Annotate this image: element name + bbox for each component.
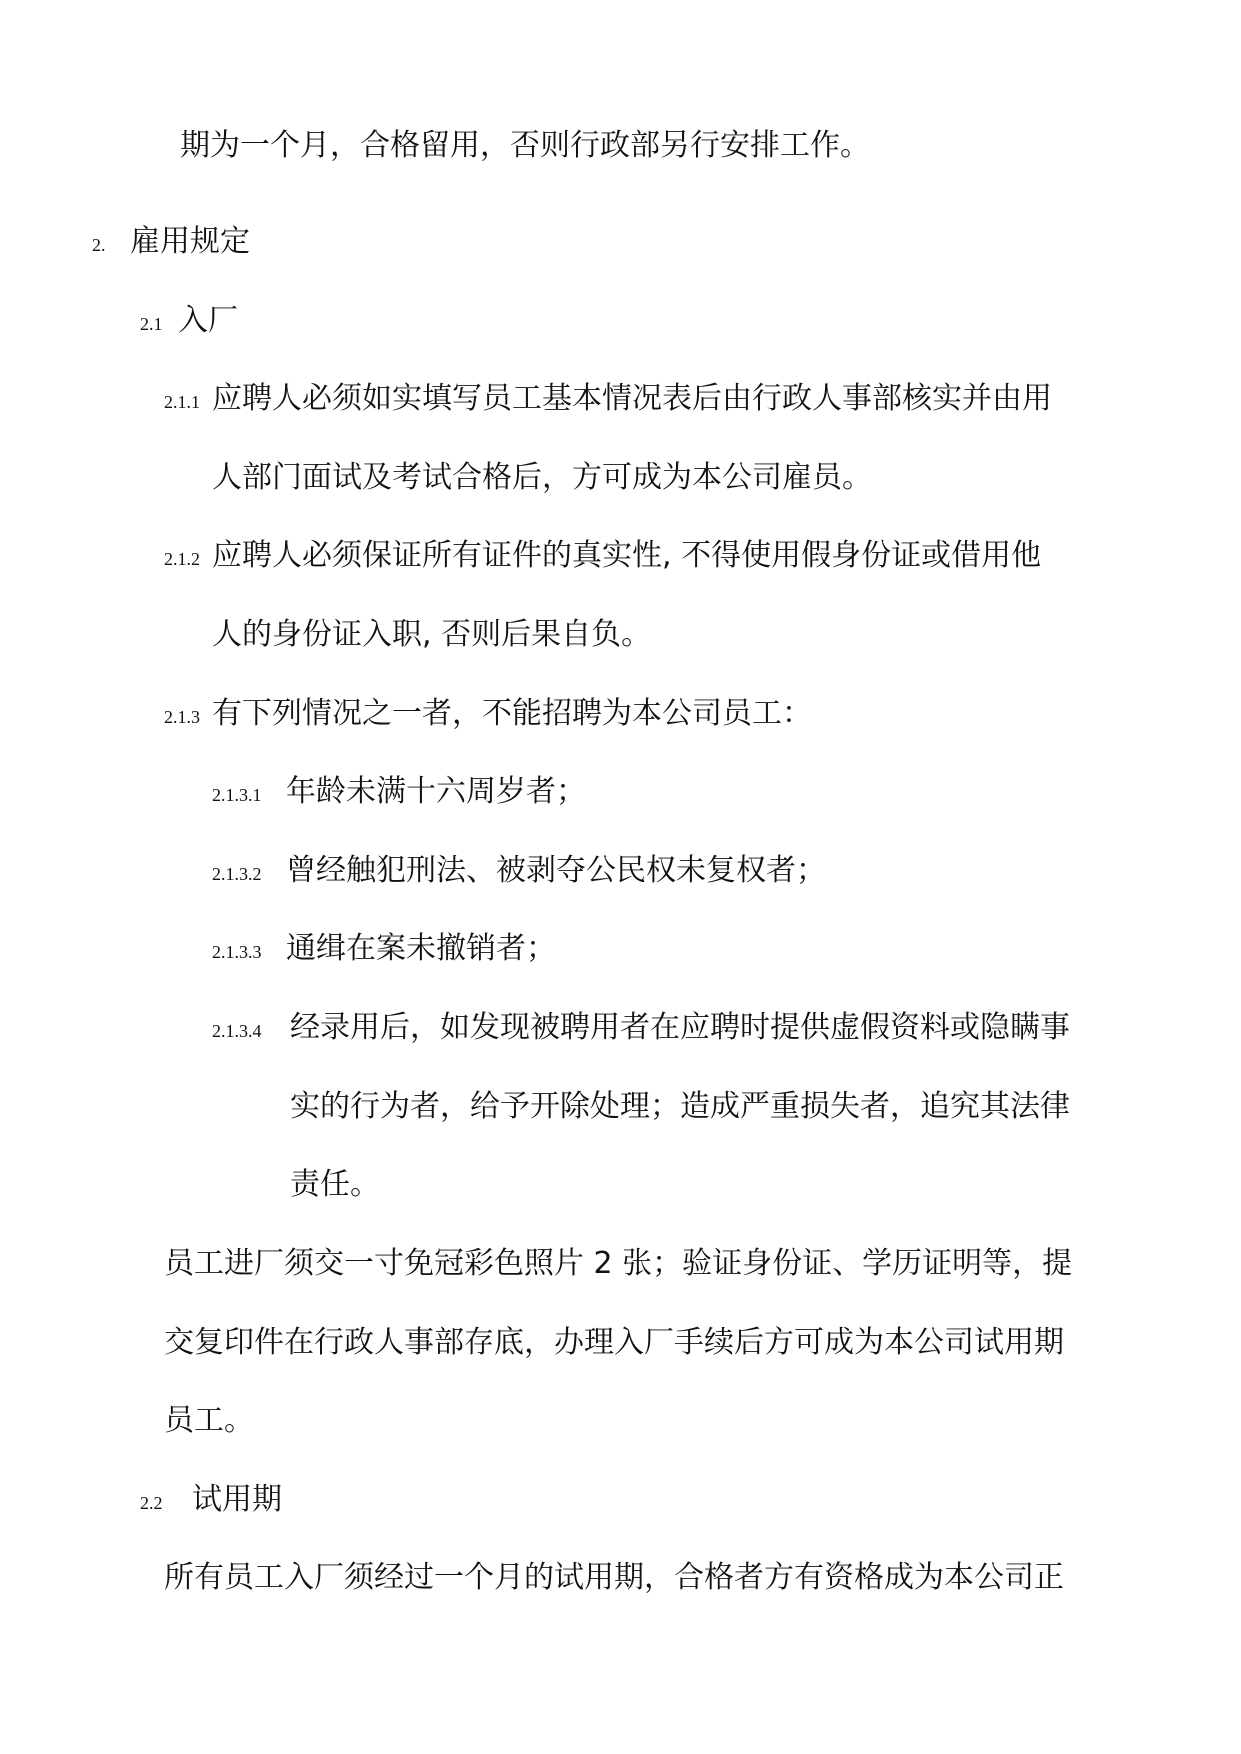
item-2-1-1-text-line1: 应聘人必须如实填写员工基本情况表后由行政人事部核实并由用 (212, 381, 1052, 416)
section-2-2-title: 试用期 (192, 1482, 282, 1517)
photo-paragraph-text-line3: 员工。 (164, 1403, 254, 1438)
item-2-1-3-number: 2.1.3 (164, 707, 200, 727)
photo-paragraph-line1 (164, 1244, 1072, 1284)
probation-paragraph-text-line1: 所有员工入厂须经过一个月的试用期，合格者方有资格成为本公司正 (164, 1560, 1064, 1595)
photo-paragraph-line3 (164, 1401, 254, 1441)
item-2-1-3-2-number: 2.1.3.2 (212, 864, 262, 884)
section-2-1-heading (140, 301, 238, 344)
continuation-line (180, 126, 870, 166)
item-2-1-3-line (164, 694, 812, 737)
photo-paragraph-text-line2: 交复印件在行政人事部存底，办理入厂手续后方可成为本公司试用期 (164, 1325, 1064, 1360)
item-2-1-3-3-number: 2.1.3.3 (212, 942, 262, 962)
item-2-1-3-4-line2 (290, 1087, 1070, 1127)
continuation-text: 期为一个月，合格留用，否则行政部另行安排工作。 (180, 128, 870, 163)
item-2-1-3-4-line1 (212, 1008, 1070, 1051)
item-2-1-3-1-number: 2.1.3.1 (212, 785, 262, 805)
item-2-1-2-line2 (212, 615, 651, 655)
section-2-number: 2. (92, 235, 106, 255)
item-2-1-2-text-line1: 应聘人必须保证所有证件的真实性, 不得使用假身份证或借用他 (212, 538, 1042, 573)
item-2-1-1-text-line2: 人部门面试及考试合格后，方可成为本公司雇员。 (212, 460, 872, 495)
section-2-title: 雇用规定 (130, 224, 250, 259)
photo-paragraph-text-line1: 员工进厂须交一寸免冠彩色照片 2 张；验证身份证、学历证明等，提 (164, 1246, 1073, 1281)
item-2-1-3-text: 有下列情况之一者，不能招聘为本公司员工： (212, 696, 812, 731)
item-2-1-3-1-text: 年龄未满十六周岁者； (286, 774, 586, 809)
item-2-1-2-line1 (164, 536, 1041, 579)
item-2-1-3-3-line (212, 929, 556, 972)
item-2-1-2-number: 2.1.2 (164, 549, 200, 569)
item-2-1-3-4-line3 (290, 1165, 380, 1205)
item-2-1-3-2-text: 曾经触犯刑法、被剥夺公民权未复权者； (286, 853, 826, 888)
item-2-1-2-text-line2: 人的身份证入职, 否则后果自负。 (212, 617, 652, 652)
probation-paragraph-line1 (164, 1558, 1064, 1598)
section-2-2-heading (140, 1480, 282, 1523)
item-2-1-3-4-text-line3: 责任。 (290, 1167, 380, 1202)
section-2-heading (92, 222, 250, 265)
photo-paragraph-line2 (164, 1323, 1064, 1363)
item-2-1-3-4-number: 2.1.3.4 (212, 1021, 262, 1041)
item-2-1-3-4-text-line2: 实的行为者，给予开除处理；造成严重损失者，追究其法律 (290, 1089, 1070, 1124)
item-2-1-1-line2 (212, 458, 872, 498)
item-2-1-1-line1 (164, 379, 1052, 422)
item-2-1-1-number: 2.1.1 (164, 392, 200, 412)
item-2-1-3-1-line (212, 772, 586, 815)
section-2-2-number: 2.2 (140, 1493, 163, 1513)
section-2-1-title: 入厂 (178, 303, 238, 338)
item-2-1-3-4-text-line1: 经录用后，如发现被聘用者在应聘时提供虚假资料或隐瞒事 (290, 1010, 1070, 1045)
item-2-1-3-3-text: 通缉在案未撤销者； (286, 931, 556, 966)
section-2-1-number: 2.1 (140, 314, 163, 334)
item-2-1-3-2-line (212, 851, 826, 894)
